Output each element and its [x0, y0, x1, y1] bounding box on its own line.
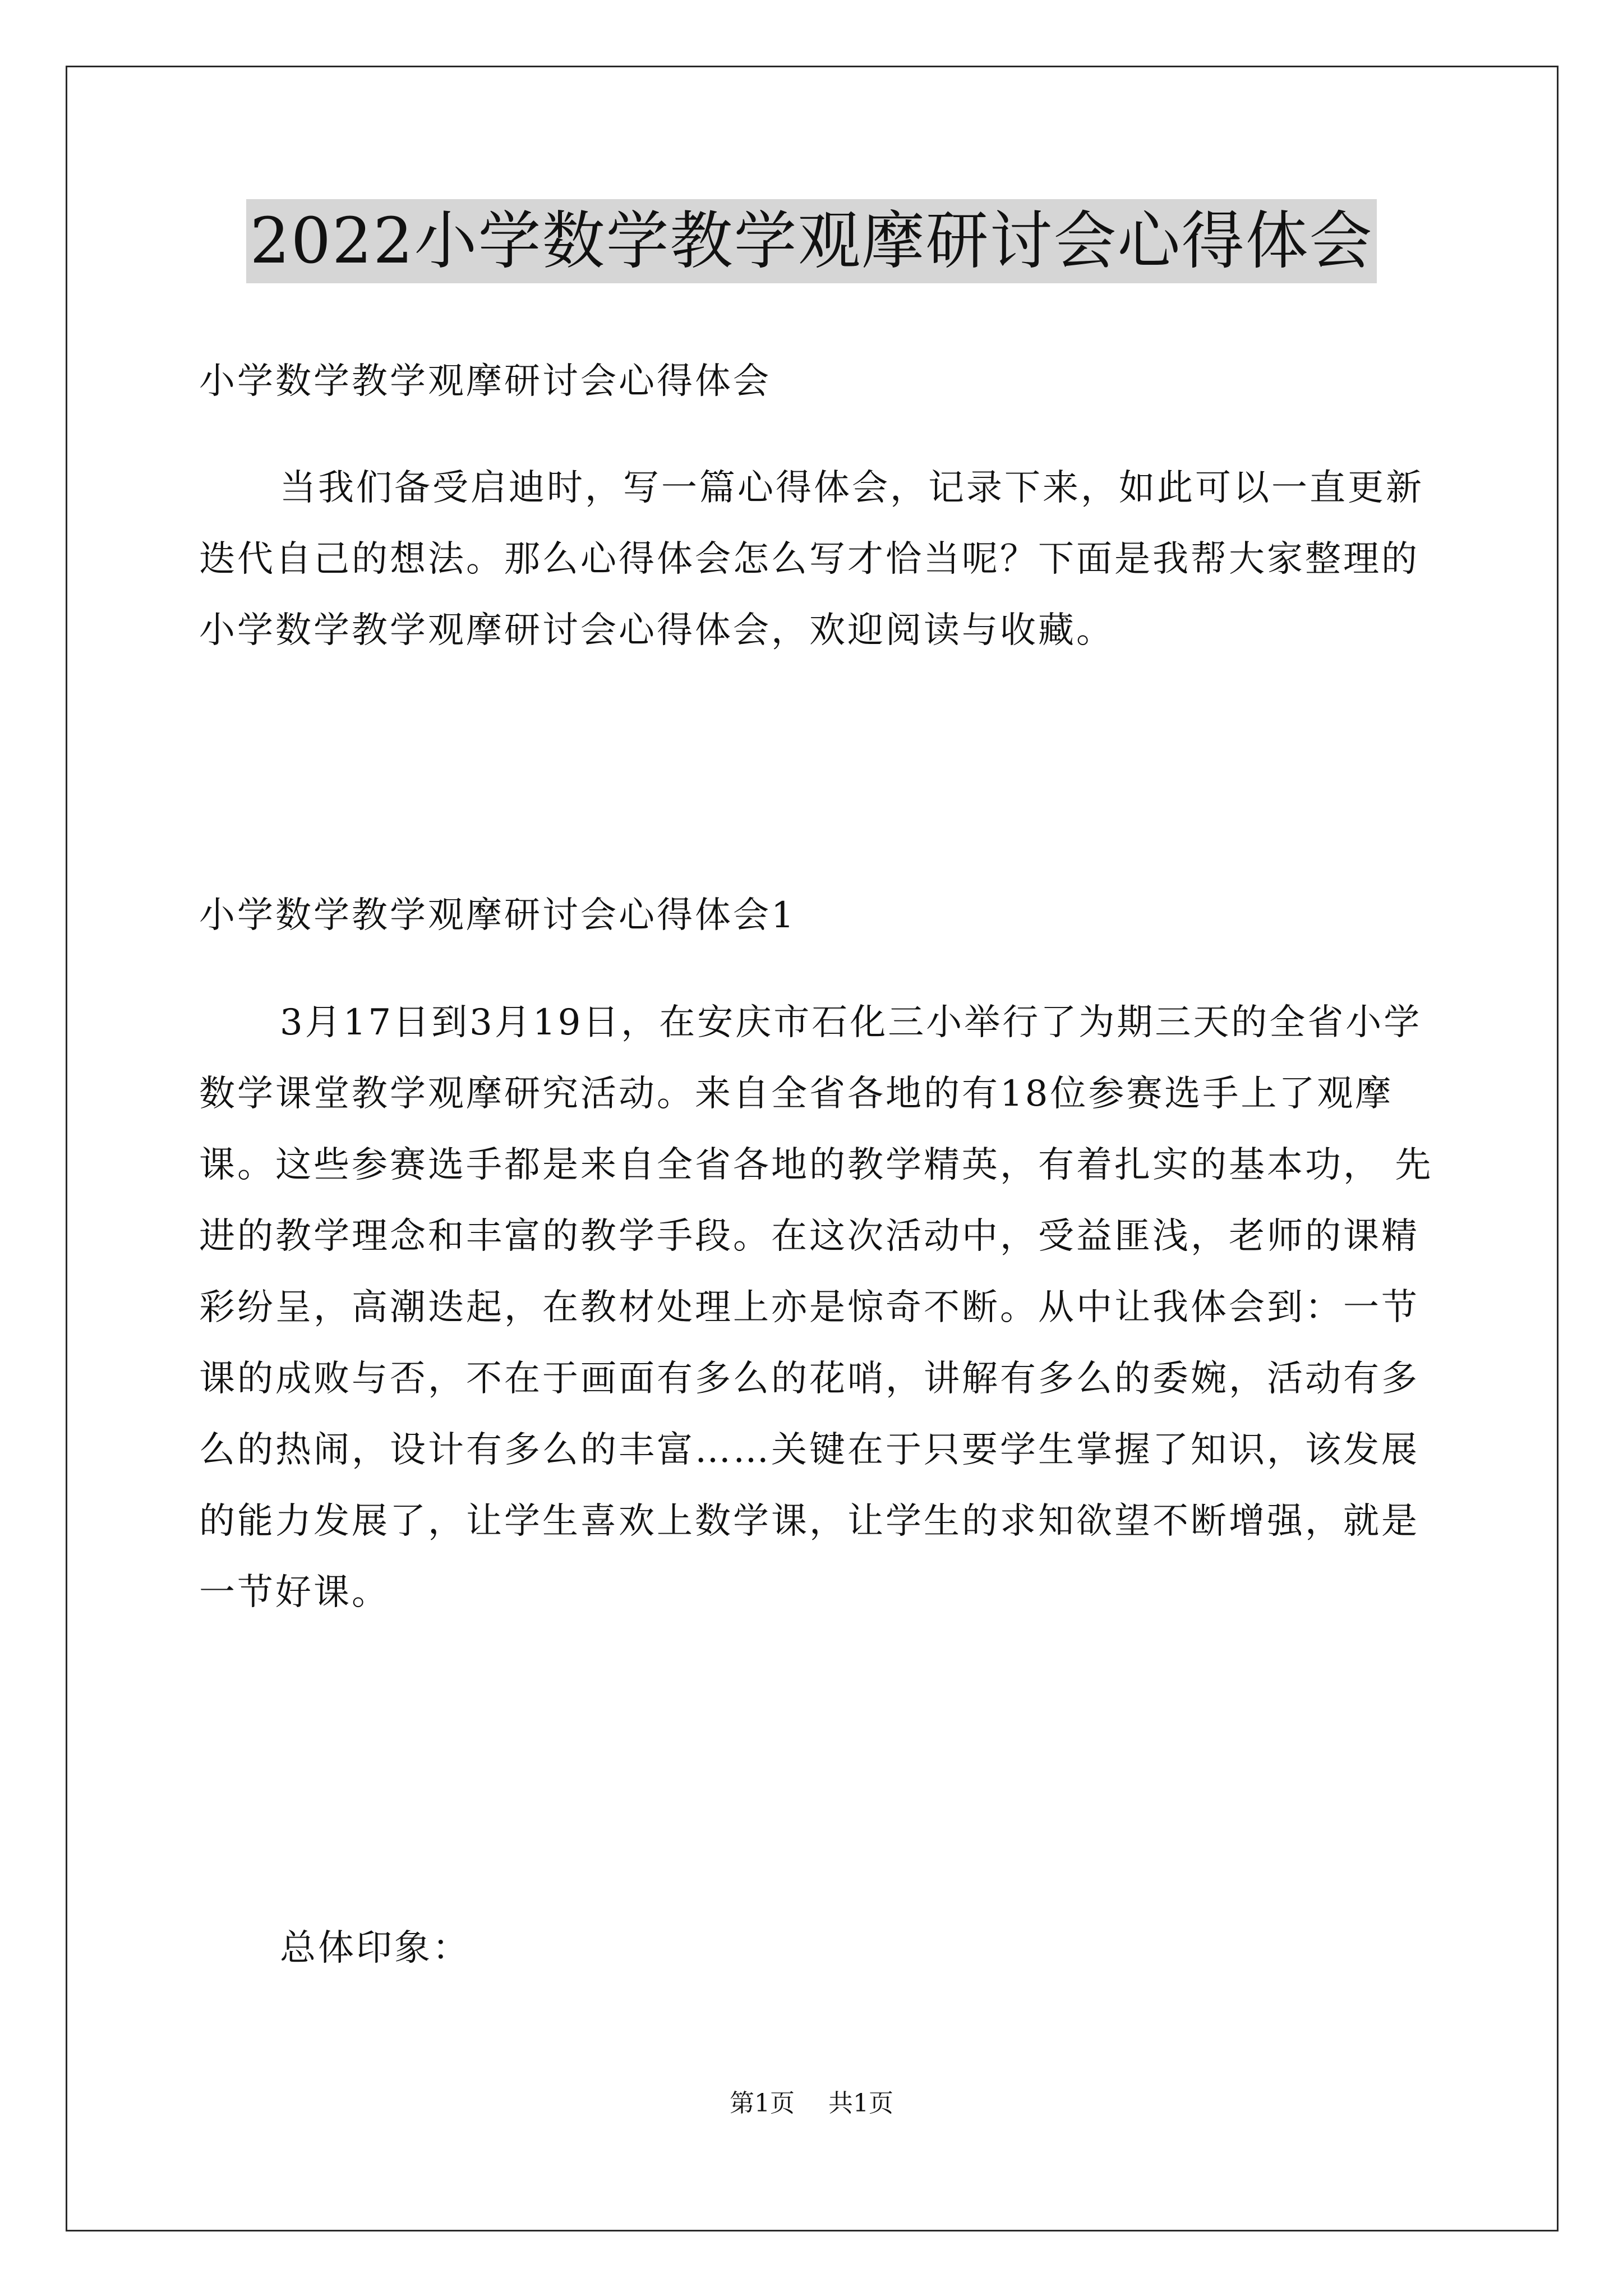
page-footer — [0, 2087, 1623, 2120]
document-subtitle: 小学数学教学观摩研讨会心得体会 — [199, 361, 771, 402]
section-heading: 小学数学教学观摩研讨会心得体会1 — [199, 895, 796, 936]
document-title: 2022小学数学教学观摩研讨会心得体会 — [246, 199, 1376, 283]
intro-paragraph: 当我们备受启迪时，写一篇心得体会，记录下来，如此可以一直更新迭代自己的想法。那么心得体会怎么写才恰当呢？下面是我帮大家整理的小学数学教学观摩研讨会心得体会，欢迎阅读与收藏。 — [199, 467, 1424, 651]
main-paragraph: 3月17日到3月19日，在安庆市石化三小举行了为期三天的全省小学数学课堂教学观摩研究活动。来自全省各地的有18位参赛选手上了观摩课。这些参赛选手都是来自全省各地的教学精英，有着扎实的基本功， 先进的教学理念和丰富的教学手段。在这次活动中，受益匪浅，老师的课精彩纷呈，高潮迭起，在教材处理上亦是惊奇不断。从中让我体会到：一节课的成败与否，不在于画面有多么的花哨，讲解有多么的委婉，活动有多么的热闹，设计有多么的丰富……关键在于只要学生掌握了知识，该发展的能力发展了，让学生喜欢上数学课，让学生的求知欲望不断增强，就是一节好课。 — [199, 1002, 1433, 1613]
page-number-total: 共1页 — [828, 2089, 893, 2118]
impression-paragraph: 总体印象： — [280, 1927, 471, 1969]
title-container — [0, 199, 1623, 283]
page-number-current: 第1页 — [730, 2089, 795, 2118]
